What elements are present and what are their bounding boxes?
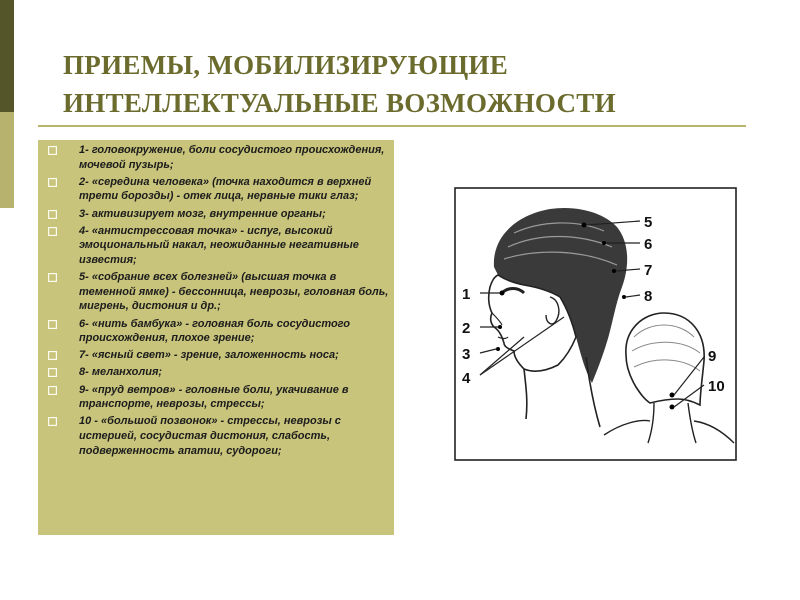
point-label-2: 2 bbox=[462, 320, 471, 337]
point-label-5: 5 bbox=[644, 214, 653, 231]
hollow-square-icon bbox=[48, 210, 57, 219]
title-line-1: ПРИЕМЫ, МОБИЛИЗИРУЮЩИЕ bbox=[63, 50, 509, 80]
list-item bbox=[48, 175, 393, 204]
list-item bbox=[48, 414, 393, 458]
list-item-text: 2- «середина человека» (точка находится в верхней трети борозды) - отек лица, нервные тики глаз; bbox=[79, 175, 372, 203]
list-item bbox=[48, 348, 393, 363]
hollow-square-icon bbox=[48, 227, 57, 236]
title-line-2: ИНТЕЛЛЕКТУАЛЬНЫЕ ВОЗМОЖНОСТИ bbox=[63, 88, 616, 118]
list-item bbox=[48, 270, 393, 314]
point-label-8: 8 bbox=[644, 288, 653, 305]
list-item bbox=[48, 143, 393, 172]
list-item-text: 6- «нить бамбука» - головная боль сосудистого происхождения, плохое зрение; bbox=[79, 317, 350, 345]
hollow-square-icon bbox=[48, 146, 57, 155]
list-item bbox=[48, 207, 393, 222]
point-label-10: 10 bbox=[708, 378, 725, 395]
accent-bar-dark bbox=[0, 0, 14, 112]
acupoint-head-illustration bbox=[454, 187, 737, 461]
list-item-text: 9- «пруд ветров» - головные боли, укачивание в транспорте, неврозы, стрессы; bbox=[79, 383, 349, 411]
title-divider bbox=[38, 125, 746, 127]
list-item bbox=[48, 383, 393, 412]
acupoint-list bbox=[48, 143, 393, 461]
point-label-1: 1 bbox=[462, 286, 471, 303]
hollow-square-icon bbox=[48, 417, 57, 426]
list-item bbox=[48, 224, 393, 268]
list-item bbox=[48, 317, 393, 346]
list-item-text: 4- «антистрессовая точка» - испуг, высокий эмоциональный накал, неожиданные негативные известия; bbox=[79, 224, 359, 266]
point-label-4: 4 bbox=[462, 370, 471, 387]
list-item-text: 10 - «большой позвонок» - стрессы, неврозы с истерией, сосудистая дистония, слабость, подверженность апатии, судороги; bbox=[79, 415, 341, 457]
accent-bar-light bbox=[0, 112, 14, 208]
hollow-square-icon bbox=[48, 320, 57, 329]
list-item-text: 7- «ясный свет» - зрение, заложенность носа; bbox=[79, 349, 339, 362]
hollow-square-icon bbox=[48, 351, 57, 360]
list-item-text: 1- головокружение, боли сосудистого происхождения, мочевой пузырь; bbox=[79, 144, 385, 171]
hollow-square-icon bbox=[48, 368, 57, 377]
point-label-9: 9 bbox=[708, 348, 717, 365]
point-label-7: 7 bbox=[644, 262, 653, 279]
point-label-6: 6 bbox=[644, 236, 653, 253]
list-item bbox=[48, 365, 393, 380]
hollow-square-icon bbox=[48, 386, 57, 395]
slide-title bbox=[63, 46, 763, 122]
list-item-text: 5- «собрание всех болезней» (высшая точка в теменной ямке) - бессонница, неврозы, головная боль, мигрень, дистония и др.; bbox=[79, 271, 389, 313]
hollow-square-icon bbox=[48, 273, 57, 282]
hollow-square-icon bbox=[48, 178, 57, 187]
list-item-text: 8- меланхолия; bbox=[79, 366, 163, 379]
list-item-text: 3- активизирует мозг, внутренние органы; bbox=[79, 207, 326, 220]
point-label-3: 3 bbox=[462, 346, 471, 363]
